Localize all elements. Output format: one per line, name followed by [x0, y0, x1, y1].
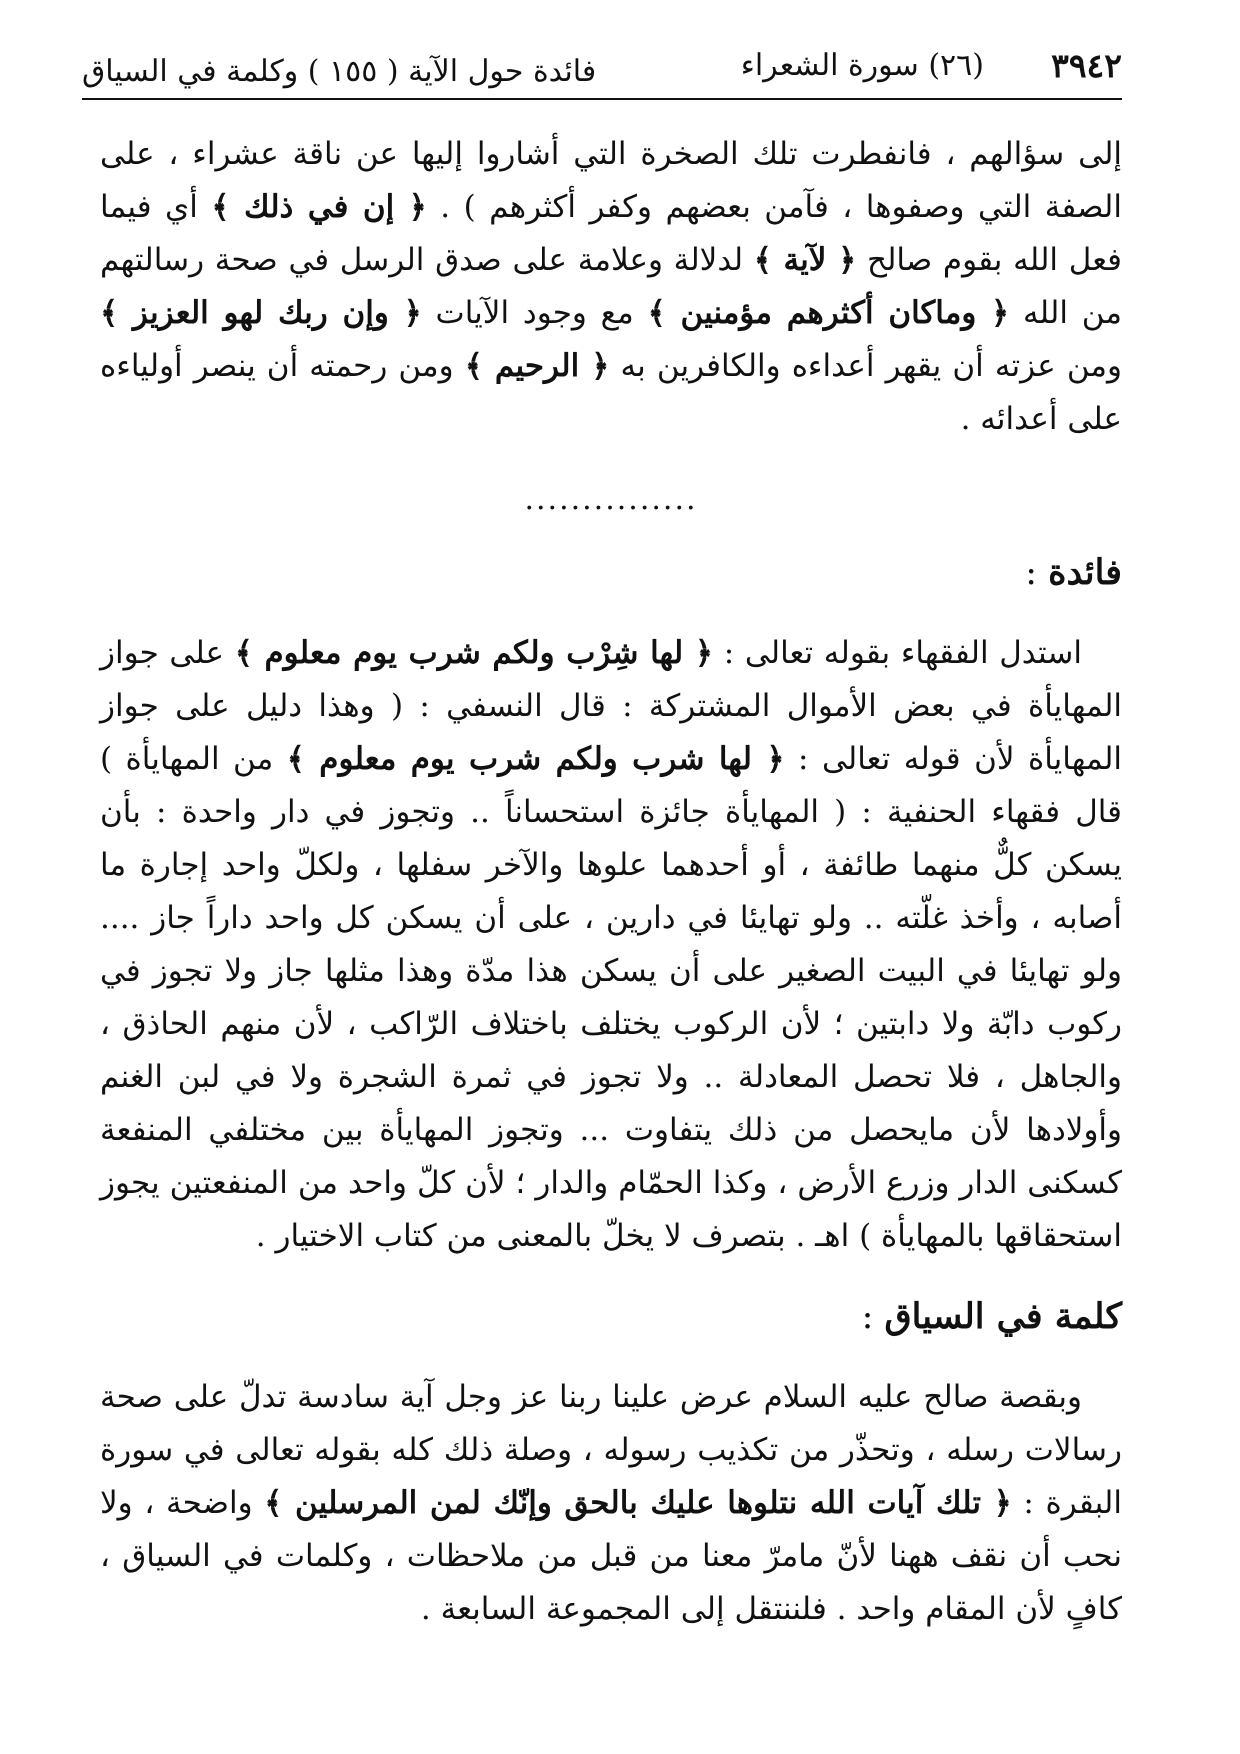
quran-quote: ﴿ لها شرب ولكم شرب يوم معلوم ﴾ [286, 741, 785, 777]
paragraph-text: وبقصة صالح عليه السلام عرض علينا ربنا عز وجل آية سادسة تدلّ على صحة رسالات رسله ، وتحذّر من تكذيب رسوله ، وصلة ذلك كله بقوله تعالى في سورة البقرة : [100, 1379, 1122, 1521]
page-body [100, 128, 1122, 1636]
page-header [82, 40, 1122, 100]
surah-reference: (٢٦) سورة الشعراء [740, 48, 984, 83]
heading-colon: : [1025, 553, 1049, 593]
paragraph-text: مع وجود الآيات [421, 295, 648, 331]
paragraph-text: ومن عزته أن يقهر أعداءه والكافرين به [609, 348, 1122, 384]
quran-quote: ﴿ لآية ﴾ [753, 242, 857, 278]
paragraph-text: على جواز المهايأة في بعض الأموال المشتركة : قال النسفي : ( وهذا دليل على جواز المهايأة لأن قوله تعالى : [100, 635, 1123, 777]
paragraph-text: واضحة ، ولا نحب أن نقف ههنا لأنّ مامرّ معنا من قبل من ملاحظات ، وكلمات في السياق ، كافٍ لأن المقام واحد . فلننتقل إلى المجموعة السابعة . [100, 1485, 1122, 1627]
quran-quote: ﴿ إن في ذلك ﴾ [211, 189, 427, 225]
heading-text: فائدة [1048, 552, 1122, 593]
paragraph-text: من المهايأة ) قال فقهاء الحنفية : ( المهايأة جائزة استحساناً .. وتجوز في دار واحدة : بأن يسكن كلٌّ منهما طائفة ، أو أحدهما علوها والآخر سفلها ، ولكلّ واحد إجارة ما أصابه ، وأخذ غلّته .. ولو تهايئا في دارين ، على أن يسكن كل واحد داراً جاز .... ولو تهايئا في البيت الصغير على أن يسكن هذا مدّة وهذا مثلها جاز ولا تجوز في ركوب دابّة ولا دابتين ؛ لأن الركوب يختلف باختلاف الرّاكب ، لأن منهم الحاذق ، والجاهل ، فلا تحصل المعادلة .. ولا تجوز في ثمرة الشجرة ولا في لبن الغنم وأولادها لأن مايحصل من ذلك يتفاوت ... وتجوز المهايأة بين مختلفي المنفعة كسكنى الدار وزرع الأرض ، وكذا الحمّام والدار ؛ لأن كلّ واحد من المنفعتين يجوز استحقاقها بالمهايأة ) اهـ . بتصرف لا يخلّ بالمعنى من كتاب الاختيار . [100, 741, 1122, 1254]
tafsir-paragraph [100, 128, 1122, 446]
section-heading-faida [100, 545, 1122, 601]
paragraph-text: استدل الفقهاء بقوله تعالى : [713, 635, 1082, 671]
heading-colon: : [861, 1297, 885, 1337]
quran-quote: ﴿ الرحيم ﴾ [464, 348, 610, 384]
quran-quote: ﴿ وإن ربك لهو العزيز ﴾ [100, 295, 422, 331]
quran-quote: ﴿ لها شِرْب ولكم شرب يوم معلوم ﴾ [234, 635, 714, 671]
section-separator: ............... [524, 482, 698, 517]
siyaq-paragraph [100, 1371, 1122, 1636]
paragraph-text: إلى سؤالهم ، فانفطرت تلك الصخرة التي أشاروا إليها عن ناقة عشراء ، على الصفة التي وصفوها ، فآمن بعضهم وكفر أكثرهم ) . [100, 136, 1122, 225]
section-heading-siyaq [100, 1289, 1122, 1345]
topic-reference: فائدة حول الآية ( ١٥٥ ) وكلمة في السياق [82, 54, 597, 89]
paragraph-text: ومن رحمته أن ينصر أولياءه على أعدائه . [100, 348, 1122, 437]
paragraph-text: أي فيما فعل الله بقوم صالح [100, 189, 1122, 278]
quran-quote: ﴿ وماكان أكثرهم مؤمنين ﴾ [647, 295, 1010, 331]
paragraph-text: لدلالة وعلامة على صدق الرسل في صحة رسالتهم من الله [100, 242, 1122, 331]
heading-text: كلمة في السياق [884, 1296, 1122, 1337]
page-number: ٣٩٤٢ [1051, 46, 1122, 85]
quran-quote: ﴿ تلك آيات الله نتلوها عليك بالحق وإنّك لمن المرسلين ﴾ [264, 1485, 1012, 1521]
faida-paragraph [100, 627, 1122, 1263]
